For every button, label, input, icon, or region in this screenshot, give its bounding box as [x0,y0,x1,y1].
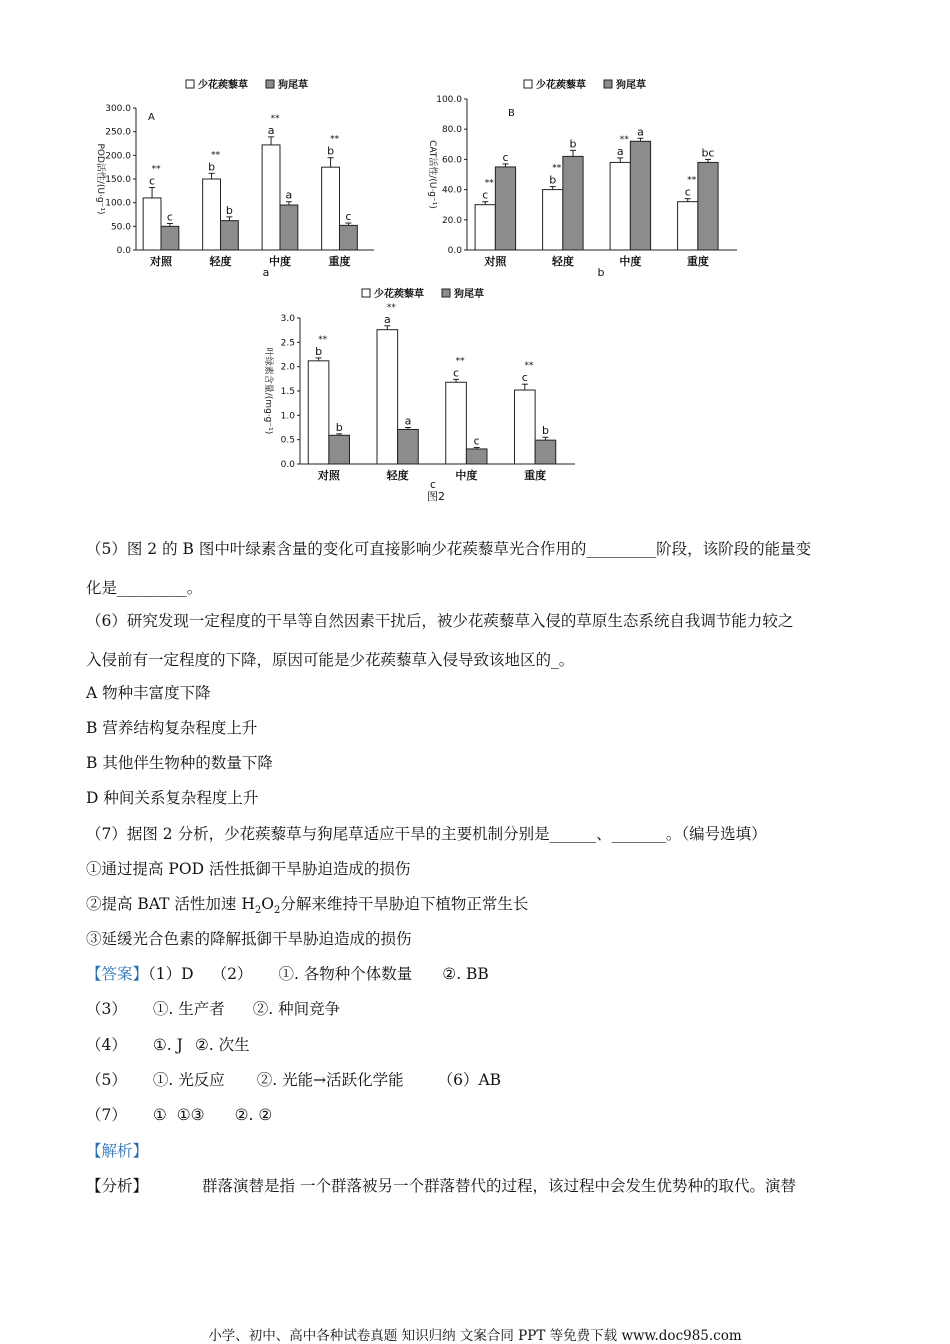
y-tick-label: 0.0 [116,246,131,256]
ans-2-1: ①. 各物种个体数量 [278,965,413,983]
significance-letter: c [149,174,156,188]
q7-item3: ③延缓光合色素的降解抵御干旱胁迫造成的损伤 [86,930,412,948]
sub-label: a [262,266,270,279]
q6-line1: （6）研究发现一定程度的干旱等自然因素干扰后，被少花蒺藜草入侵的草原生态系统自我调节能力较之 [86,612,794,630]
category-label: 重度 [524,469,547,482]
significance-letter: c [521,371,528,385]
ans-3: （3） [86,1000,127,1018]
significance-stars: ** [524,361,534,372]
significance-letter: a [616,144,624,158]
sub-label: b [597,266,605,279]
option-d: D 种间关系复杂程度上升 [86,789,259,807]
category-label: 对照 [317,469,340,482]
significance-stars: ** [619,134,629,145]
fenxi-text: 群落演替是指 一个群落被另一个群落替代的过程，该过程中会发生优势种的取代。演替 [202,1177,796,1195]
item2-sub1: 2 [254,905,262,917]
q7-line1: （7）据图 2 分析，少花蒺藜草与狗尾草适应干旱的主要机制分别是______、_______。（编号选填） [86,825,767,843]
y-tick-label: 40.0 [441,185,462,196]
ans-3-2: ②. 种间竞争 [252,1000,341,1018]
category-label: 重度 [328,255,351,268]
answer-row-3 [86,999,340,1019]
y-tick-label: 100.0 [436,95,462,105]
ans-7-1: ① [152,1106,167,1124]
ans-3-1: ①. 生产者 [152,1000,225,1018]
y-tick-label: 3.0 [280,314,295,324]
y-tick-label: 0.0 [280,460,295,470]
legend-swatch [362,289,370,297]
answer-tag: 【答案】 [86,965,149,983]
q7-item2 [86,894,528,921]
bar [398,429,419,464]
category-label: 中度 [268,255,291,268]
significance-letter: a [383,312,391,326]
y-tick-label: 100.0 [105,198,131,209]
ans-7-2: ②. ② [234,1106,273,1124]
y-axis-label: CAT活性/(U·g⁻¹) [427,140,437,209]
legend-swatch [442,289,450,297]
significance-letter: c [473,434,480,448]
category-label: 重度 [686,255,709,268]
analysis-tag: 【解析】 [86,1142,149,1160]
significance-letter: a [404,414,412,428]
legend-label: 少花蒺藜草 [198,80,248,91]
ans-2-2: ②. BB [442,965,489,983]
y-axis-label: 叶绿素含量/(mg·g⁻¹) [263,347,273,435]
significance-letter: b [315,344,323,358]
category-label: 轻度 [209,255,232,268]
significance-stars: ** [151,164,161,175]
ans-4: （4） [86,1036,127,1054]
fenxi-tag: 【分析】 [86,1177,149,1195]
significance-stars: ** [211,150,221,161]
ans-5-2: ②. 光能→活跃化学能 [256,1071,404,1089]
legend-label: 狗尾草 [278,80,308,91]
significance-stars: ** [386,302,396,313]
category-label: 中度 [619,255,642,268]
legend-label: 少花蒺藜草 [374,289,424,300]
category-label: 对照 [149,255,172,268]
bar [329,435,350,464]
y-tick-label: 2.0 [280,362,295,373]
answer-row-5 [86,1070,501,1090]
significance-letter: a [637,125,644,139]
y-tick-label: 250.0 [105,127,131,138]
y-tick-label: 60.0 [441,155,462,166]
bar [377,330,398,464]
y-tick-label: 1.5 [280,387,295,397]
category-label: 轻度 [551,255,574,268]
ans-4-2: ②. 次生 [194,1036,250,1054]
ans-6: （6）AB [437,1071,502,1089]
q7-item1: ①通过提高 POD 活性抵御干旱胁迫造成的损伤 [86,860,411,878]
significance-stars: ** [552,163,562,174]
y-tick-label: 1.0 [280,411,295,422]
ans-4-1: ①. J [152,1036,183,1054]
significance-stars: ** [687,175,697,186]
y-tick-label: 200.0 [105,151,131,162]
legend-label: 狗尾草 [454,289,484,300]
significance-letter: c [482,188,489,202]
significance-letter: b [569,137,577,151]
q6-line2: 入侵前有一定程度的下降，原因可能是少花蒺藜草入侵导致该地区的_。 [86,651,575,669]
significance-letter: a [285,188,293,202]
significance-letter: b [335,420,343,434]
significance-letter: b [549,173,557,187]
y-tick-label: 50.0 [110,222,131,233]
item2-sub2: 2 [273,905,281,917]
y-tick-label: 0.5 [280,435,295,446]
bar [446,382,467,464]
significance-letter: c [502,150,509,164]
significance-stars: ** [330,134,340,145]
sub-label: c [429,478,437,491]
bar [515,390,536,464]
answer-row-1 [86,964,489,984]
category-label: 对照 [484,255,507,268]
y-tick-label: 300.0 [105,104,131,114]
ans-5-1: ①. 光反应 [152,1071,225,1089]
ans-7: （7） [86,1106,127,1124]
item2-post: 分解来维持干旱胁迫下植物正常生长 [280,895,529,913]
panel-label: B [508,108,515,119]
significance-stars: ** [455,356,465,367]
y-tick-label: 0.0 [447,246,462,256]
option-b1: B 营养结构复杂程度上升 [86,719,258,737]
y-tick-label: 2.5 [280,338,295,349]
item2-mid: O [261,895,274,913]
significance-letter: bc [701,146,715,160]
bar [308,361,329,464]
ans-7-1b: ①③ [176,1106,205,1124]
significance-letter: c [684,185,691,199]
fenxi-row [86,1176,796,1196]
significance-letter: b [541,424,549,438]
y-tick-label: 20.0 [441,215,462,226]
significance-letter: c [166,210,173,224]
q5-line1: （5）图 2 的 B 图中叶绿素含量的变化可直接影响少花蒺藜草光合作用的_________阶段，该阶段的能量变 [86,540,812,558]
footer: 小学、初中、高中各种试卷真题 知识归纳 文案合同 PPT 等免费下载 www.doc985.com [208,1328,742,1344]
ans-1: （1）D [148,965,194,983]
option-a: A 物种丰富度下降 [86,684,211,702]
figure-title: 图2 [427,490,445,503]
significance-letter: c [345,210,352,224]
significance-letter: b [327,144,335,158]
y-axis-label: POD活性/(U·g⁻¹) [95,143,105,215]
y-tick-label: 150.0 [105,175,131,185]
item2-pre: ②提高 BAT 活性加速 H [86,895,255,913]
ans-5: （5） [86,1071,127,1089]
ans-2: （2） [211,965,253,983]
q5-line2: 化是_________。 [86,579,203,597]
significance-stars: ** [318,334,328,345]
answer-row-7 [86,1105,272,1125]
significance-letter: c [453,366,460,380]
category-label: 中度 [455,469,478,482]
legend-label: 狗尾草 [616,80,646,91]
panel-label: A [148,112,155,123]
bar [535,440,556,464]
significance-letter: a [267,123,275,137]
legend-label: 少花蒺藜草 [536,80,586,91]
option-b2: B 其他伴生物种的数量下降 [86,754,273,772]
category-label: 轻度 [386,469,409,482]
significance-stars: ** [484,178,494,189]
bar [466,449,487,464]
significance-letter: b [208,160,216,174]
answer-row-4 [86,1035,250,1055]
y-tick-label: 80.0 [441,125,462,136]
significance-letter: b [225,203,233,217]
significance-stars: ** [270,113,280,124]
